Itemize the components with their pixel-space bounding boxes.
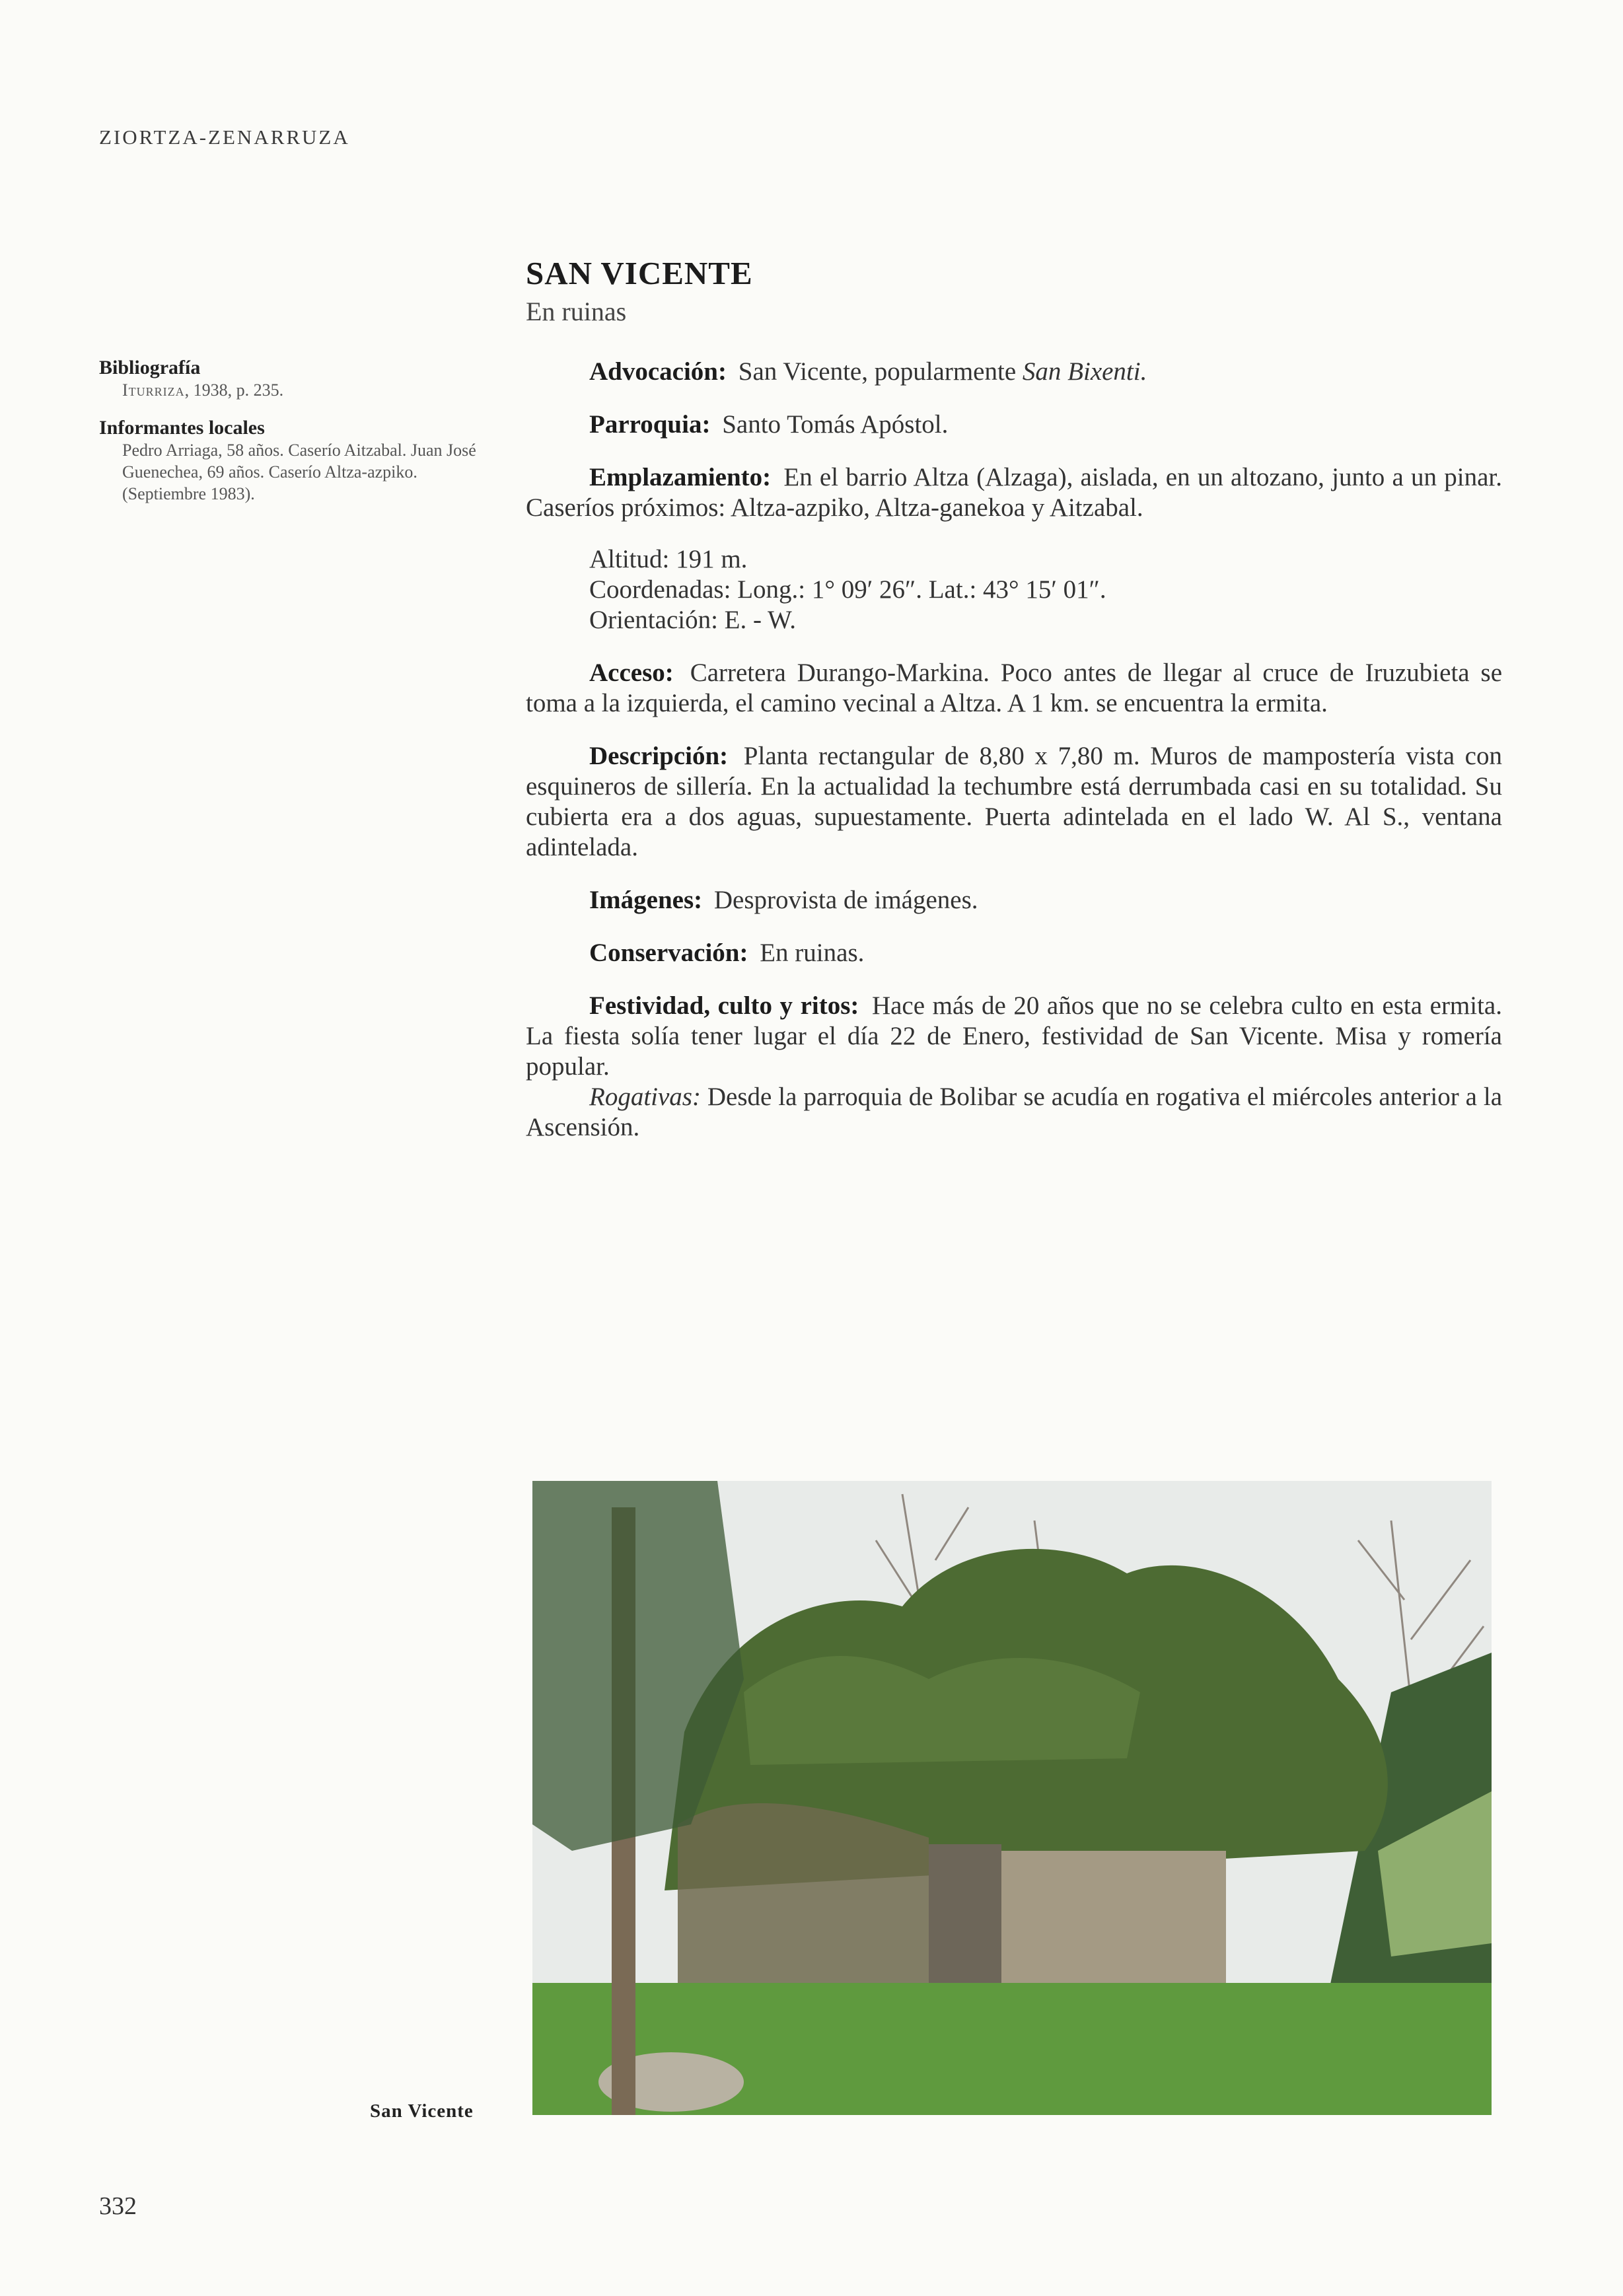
advocacion-paragraph	[526, 357, 1502, 387]
chapel-photo	[532, 1481, 1492, 2115]
bibliography-block	[99, 357, 495, 401]
descripcion-label: Descripción:	[589, 742, 729, 770]
festividad-text: Hace más de 20 años que no se celebra culto en esta ermita. La fiesta solía tener lugar el día 22 de Enero, festividad de San Vicente. Misa y romería popular.	[526, 991, 1502, 1081]
photo-caption: San Vicente	[370, 2100, 474, 2122]
advocacion-text: San Vicente, popularmente	[738, 357, 1023, 386]
chapel-photo-illustration	[532, 1481, 1492, 2115]
parroquia-label: Parroquia:	[589, 410, 711, 439]
emplazamiento-label: Emplazamiento:	[589, 463, 772, 491]
entry-subtitle: En ruinas	[526, 297, 627, 326]
chapel-doorway	[929, 1844, 1001, 1996]
descripcion-paragraph	[526, 741, 1502, 863]
festividad-label: Festividad, culto y ritos:	[589, 991, 859, 1020]
conservacion-label: Conservación:	[589, 939, 748, 967]
bramble-mass	[678, 1803, 929, 1996]
stone-wall	[995, 1851, 1226, 1996]
advocacion-label: Advocación:	[589, 357, 727, 386]
bibliography-heading: Bibliografía	[99, 357, 201, 378]
descripcion-text: Planta rectangular de 8,80 x 7,80 m. Muros de mampostería vista con esquineros de sillería. En la actualidad la techumbre está derrumbada casi en su totalidad. Su cubierta era a dos aguas, supuestamente. Puerta adintelada en el lado W. Al S., ventana adintelada.	[526, 742, 1502, 861]
imagenes-paragraph	[526, 885, 1502, 915]
imagenes-label: Imágenes:	[589, 886, 703, 914]
location-data	[526, 544, 1502, 635]
rogativas-label: Rogativas:	[589, 1083, 701, 1111]
conservacion-text: En ruinas.	[760, 939, 865, 967]
bibliography-entry	[99, 379, 495, 401]
parroquia-paragraph	[526, 410, 1502, 440]
informants-text: Pedro Arriaga, 58 años. Caserío Aitzabal. Juan José Guenechea, 69 años. Caserío Altza-azpiko. (Septiembre 1983).	[122, 441, 476, 503]
rogativas-text: Desde la parroquia de Bolibar se acudía en rogativa el miércoles anterior a la Ascensión.	[526, 1083, 1502, 1141]
sidebar-notes	[99, 357, 495, 505]
orientacion-line: Orientación: E. - W.	[589, 606, 797, 634]
conservacion-paragraph	[526, 938, 1502, 968]
bibliography-ref: , 1938, p. 235.	[184, 380, 284, 400]
page-number: 332	[99, 2192, 137, 2220]
imagenes-text: Desprovista de imágenes.	[713, 886, 978, 914]
bibliography-author: Iturriza	[122, 380, 185, 400]
entry-header	[526, 254, 753, 327]
entry-body	[526, 357, 1502, 1143]
running-head: ZIORTZA-ZENARRUZA	[99, 126, 350, 149]
emplazamiento-text: En el barrio Altza (Alzaga), aislada, en un altozano, junto a un pinar. Caseríos próximos: Altza-azpiko, Altza-ganekoa y Aitzabal.	[526, 463, 1503, 522]
acceso-text: Carretera Durango-Markina. Poco antes de llegar al cruce de Iruzubieta se toma a la izquierda, el camino vecinal a Altza. A 1 km. se encuentra la ermita.	[526, 659, 1503, 717]
informants-heading: Informantes locales	[99, 417, 265, 439]
emplazamiento-paragraph	[526, 462, 1502, 523]
rogativas-paragraph	[526, 1082, 1502, 1143]
coordenadas-line: Coordenadas: Long.: 1° 09′ 26″. Lat.: 43° 15′ 01″.	[589, 575, 1106, 604]
acceso-paragraph	[526, 658, 1502, 719]
parroquia-text: Santo Tomás Apóstol.	[722, 410, 949, 439]
informants-block	[99, 417, 495, 505]
festividad-paragraph	[526, 991, 1502, 1082]
altitud-line: Altitud: 191 m.	[589, 545, 748, 573]
entry-title: SAN VICENTE	[526, 255, 753, 291]
advocacion-text-italic: San Bixenti.	[1022, 357, 1147, 386]
acceso-label: Acceso:	[589, 659, 674, 687]
